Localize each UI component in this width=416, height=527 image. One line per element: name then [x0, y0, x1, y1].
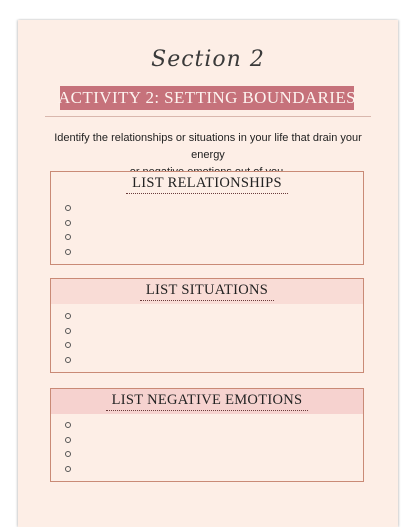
activity-banner: [60, 86, 354, 110]
bullet-icon: [65, 357, 71, 363]
negative-emotions-heading-text: LIST NEGATIVE EMOTIONS: [106, 392, 309, 411]
bullet-icon: [65, 466, 71, 472]
bullet-icon: [65, 437, 71, 443]
bullet-icon: [65, 249, 71, 255]
intro-line-1: Identify the relationships or situations in your life that drain your energy: [54, 132, 362, 161]
situations-box: [50, 278, 364, 373]
divider: [45, 116, 371, 117]
activity-banner-text: ACTIVITY 2: SETTING BOUNDARIES: [58, 88, 356, 107]
bullet-icon: [65, 451, 71, 457]
section-title: Section 2: [151, 47, 265, 72]
situations-heading: [51, 279, 363, 304]
relationships-heading: [51, 172, 363, 197]
worksheet-page: [18, 20, 398, 527]
negative-emotions-box: [50, 388, 364, 482]
negative-emotions-heading: [51, 389, 363, 414]
bullet-icon: [65, 220, 71, 226]
relationships-box: [50, 171, 364, 265]
bullet-icon: [65, 328, 71, 334]
relationships-heading-text: LIST RELATIONSHIPS: [126, 175, 288, 194]
negative-emotions-bullet-list: [65, 422, 71, 480]
bullet-icon: [65, 313, 71, 319]
bullet-icon: [65, 234, 71, 240]
situations-heading-text: LIST SITUATIONS: [140, 282, 274, 301]
bullet-icon: [65, 205, 71, 211]
relationships-bullet-list: [65, 205, 71, 263]
bullet-icon: [65, 342, 71, 348]
bullet-icon: [65, 422, 71, 428]
situations-bullet-list: [65, 313, 71, 371]
